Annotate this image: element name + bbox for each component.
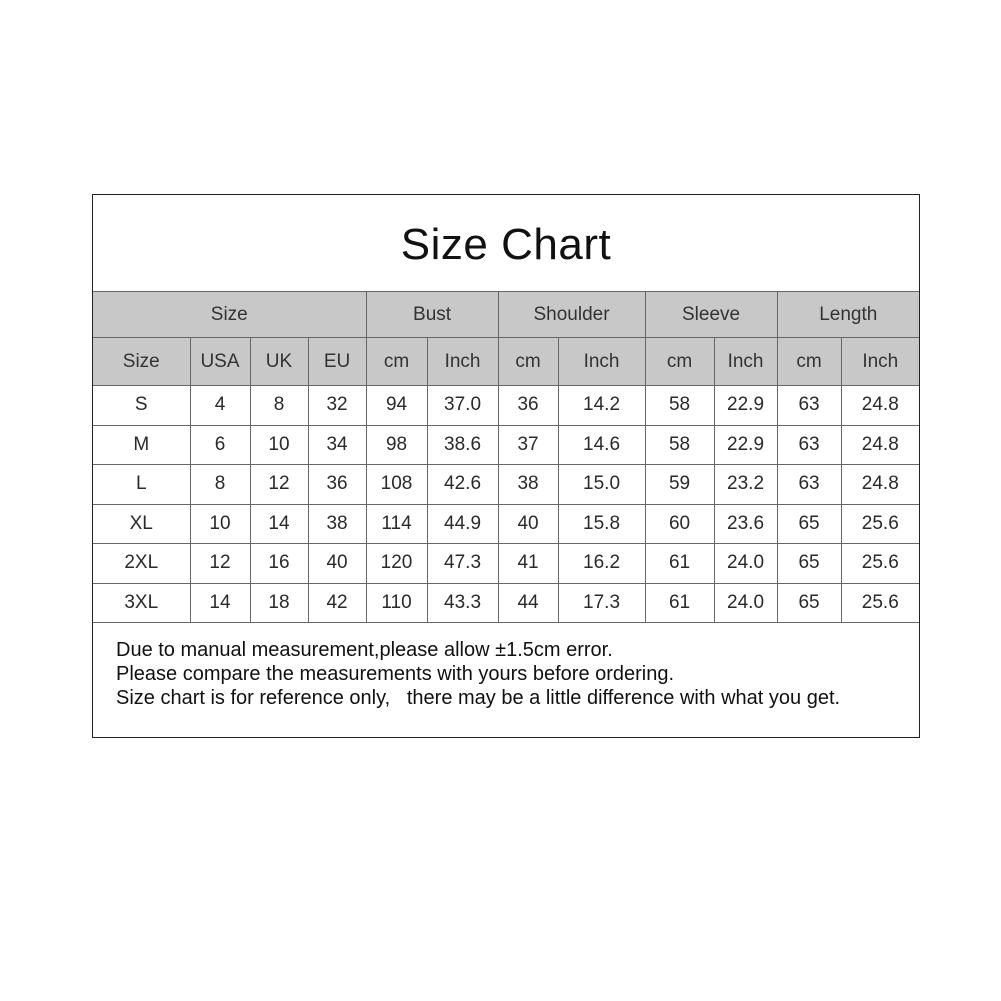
group-header-bust: Bust (366, 292, 498, 338)
table-cell: 38.6 (427, 425, 498, 465)
size-label-cell: M (93, 425, 190, 465)
group-header-shoulder: Shoulder (498, 292, 645, 338)
table-cell: 65 (777, 504, 841, 544)
table-cell: 47.3 (427, 544, 498, 584)
table-cell: 120 (366, 544, 427, 584)
table-cell: 40 (308, 544, 366, 584)
table-cell: 63 (777, 386, 841, 426)
table-cell: 38 (308, 504, 366, 544)
column-header-row (93, 338, 919, 386)
table-cell: 8 (190, 465, 250, 505)
table-cell: 15.8 (558, 504, 645, 544)
table-cell: 37.0 (427, 386, 498, 426)
note-line: Size chart is for reference only, there may be a little difference with what you get. (116, 687, 841, 709)
column-header: EU (308, 338, 366, 386)
table-cell: 14.6 (558, 425, 645, 465)
table-cell: 110 (366, 583, 427, 623)
column-header: USA (190, 338, 250, 386)
table-cell: 14.2 (558, 386, 645, 426)
table-cell: 37 (498, 425, 558, 465)
table-cell: 24.0 (714, 544, 777, 584)
table-cell: 22.9 (714, 425, 777, 465)
table-cell: 24.8 (841, 386, 919, 426)
table-row (93, 465, 919, 505)
group-header-length: Length (777, 292, 919, 338)
table-cell: 44.9 (427, 504, 498, 544)
table-cell: 14 (250, 504, 308, 544)
table-cell: 61 (645, 583, 714, 623)
table-row (93, 544, 919, 584)
table-cell: 32 (308, 386, 366, 426)
table-cell: 8 (250, 386, 308, 426)
table-cell: 43.3 (427, 583, 498, 623)
table-cell: 17.3 (558, 583, 645, 623)
table-cell: 4 (190, 386, 250, 426)
table-row (93, 425, 919, 465)
table-cell: 44 (498, 583, 558, 623)
table-cell: 6 (190, 425, 250, 465)
table-cell: 61 (645, 544, 714, 584)
table-cell: 94 (366, 386, 427, 426)
table-body (93, 386, 919, 623)
table-cell: 10 (250, 425, 308, 465)
table-cell: 58 (645, 386, 714, 426)
table-cell: 10 (190, 504, 250, 544)
column-header: Inch (558, 338, 645, 386)
table-cell: 65 (777, 544, 841, 584)
table-cell: 60 (645, 504, 714, 544)
column-header: Size (93, 338, 190, 386)
table-cell: 98 (366, 425, 427, 465)
table-cell: 58 (645, 425, 714, 465)
table-cell: 42.6 (427, 465, 498, 505)
table-cell: 25.6 (841, 544, 919, 584)
table-cell: 14 (190, 583, 250, 623)
table-cell: 59 (645, 465, 714, 505)
column-header: cm (777, 338, 841, 386)
table-row (93, 583, 919, 623)
size-label-cell: L (93, 465, 190, 505)
group-header-sleeve: Sleeve (645, 292, 777, 338)
note-line: Due to manual measurement,please allow ±1.5cm error. (116, 639, 613, 661)
table-cell: 36 (308, 465, 366, 505)
table-cell: 41 (498, 544, 558, 584)
size-label-cell: 2XL (93, 544, 190, 584)
table-cell: 24.8 (841, 425, 919, 465)
column-header: UK (250, 338, 308, 386)
table-cell: 22.9 (714, 386, 777, 426)
table-cell: 18 (250, 583, 308, 623)
table-cell: 24.0 (714, 583, 777, 623)
group-header-size: Size (93, 292, 366, 338)
table-cell: 63 (777, 425, 841, 465)
table-cell: 25.6 (841, 583, 919, 623)
table-row (93, 504, 919, 544)
table-cell: 108 (366, 465, 427, 505)
table-cell: 15.0 (558, 465, 645, 505)
column-header: Inch (841, 338, 919, 386)
table-cell: 24.8 (841, 465, 919, 505)
table-cell: 36 (498, 386, 558, 426)
table-cell: 38 (498, 465, 558, 505)
note-line: Please compare the measurements with yours before ordering. (116, 663, 675, 685)
table-cell: 16 (250, 544, 308, 584)
size-label-cell: S (93, 386, 190, 426)
table-cell: 25.6 (841, 504, 919, 544)
table-cell: 23.2 (714, 465, 777, 505)
table-cell: 40 (498, 504, 558, 544)
size-label-cell: 3XL (93, 583, 190, 623)
group-header-row (93, 292, 919, 338)
column-header: Inch (714, 338, 777, 386)
table-cell: 12 (190, 544, 250, 584)
column-header: cm (645, 338, 714, 386)
notes (93, 623, 919, 710)
table-cell: 23.6 (714, 504, 777, 544)
table-cell: 65 (777, 583, 841, 623)
column-header: cm (366, 338, 427, 386)
chart-title: Size Chart (400, 220, 612, 269)
table-cell: 42 (308, 583, 366, 623)
size-label-cell: XL (93, 504, 190, 544)
table-cell: 114 (366, 504, 427, 544)
size-table (93, 291, 919, 623)
column-header: Inch (427, 338, 498, 386)
table-row (93, 386, 919, 426)
table-cell: 16.2 (558, 544, 645, 584)
column-header: cm (498, 338, 558, 386)
table-cell: 12 (250, 465, 308, 505)
table-cell: 63 (777, 465, 841, 505)
table-cell: 34 (308, 425, 366, 465)
size-chart-frame (92, 194, 920, 738)
